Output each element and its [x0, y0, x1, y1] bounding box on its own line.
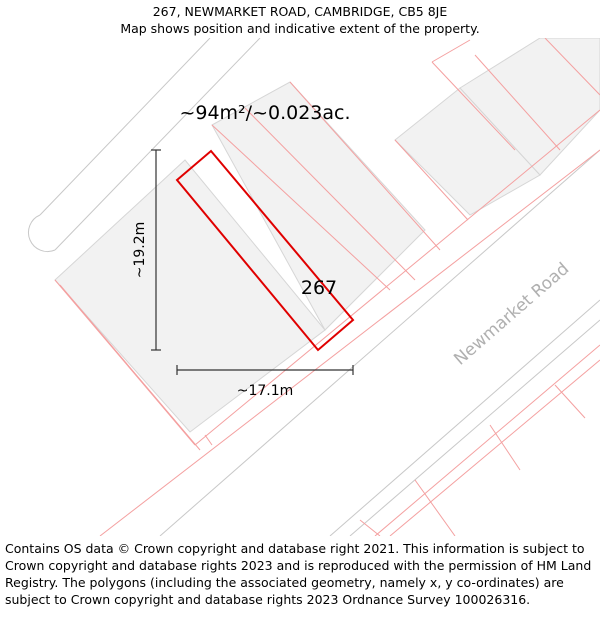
property-address: 267, NEWMARKET ROAD, CAMBRIDGE, CB5 8JE — [152, 4, 448, 19]
attribution-text: Contains OS data © Crown copyright and database right 2021. This information is subject to Crown copyright and database rights 2023 and is reproduced with the permission of HM Land Registry. The polygons (including the associated geometry, namely x, y co-ordinates) are subject to Crown copyright and database rights 2023 Ordnance Survey 100026316. — [5, 541, 592, 607]
house-number-label: 267 — [300, 277, 338, 299]
width-label: ~17.1m — [236, 383, 294, 399]
road-name-label: Newmarket Road — [450, 258, 574, 370]
height-label: ~19.2m — [132, 221, 148, 279]
map-subtitle: Map shows position and indicative extent of the property. — [120, 21, 480, 36]
area-label: ~94m²/~0.023ac. — [179, 102, 351, 124]
map-header — [0, 0, 600, 38]
map-canvas — [0, 38, 600, 536]
